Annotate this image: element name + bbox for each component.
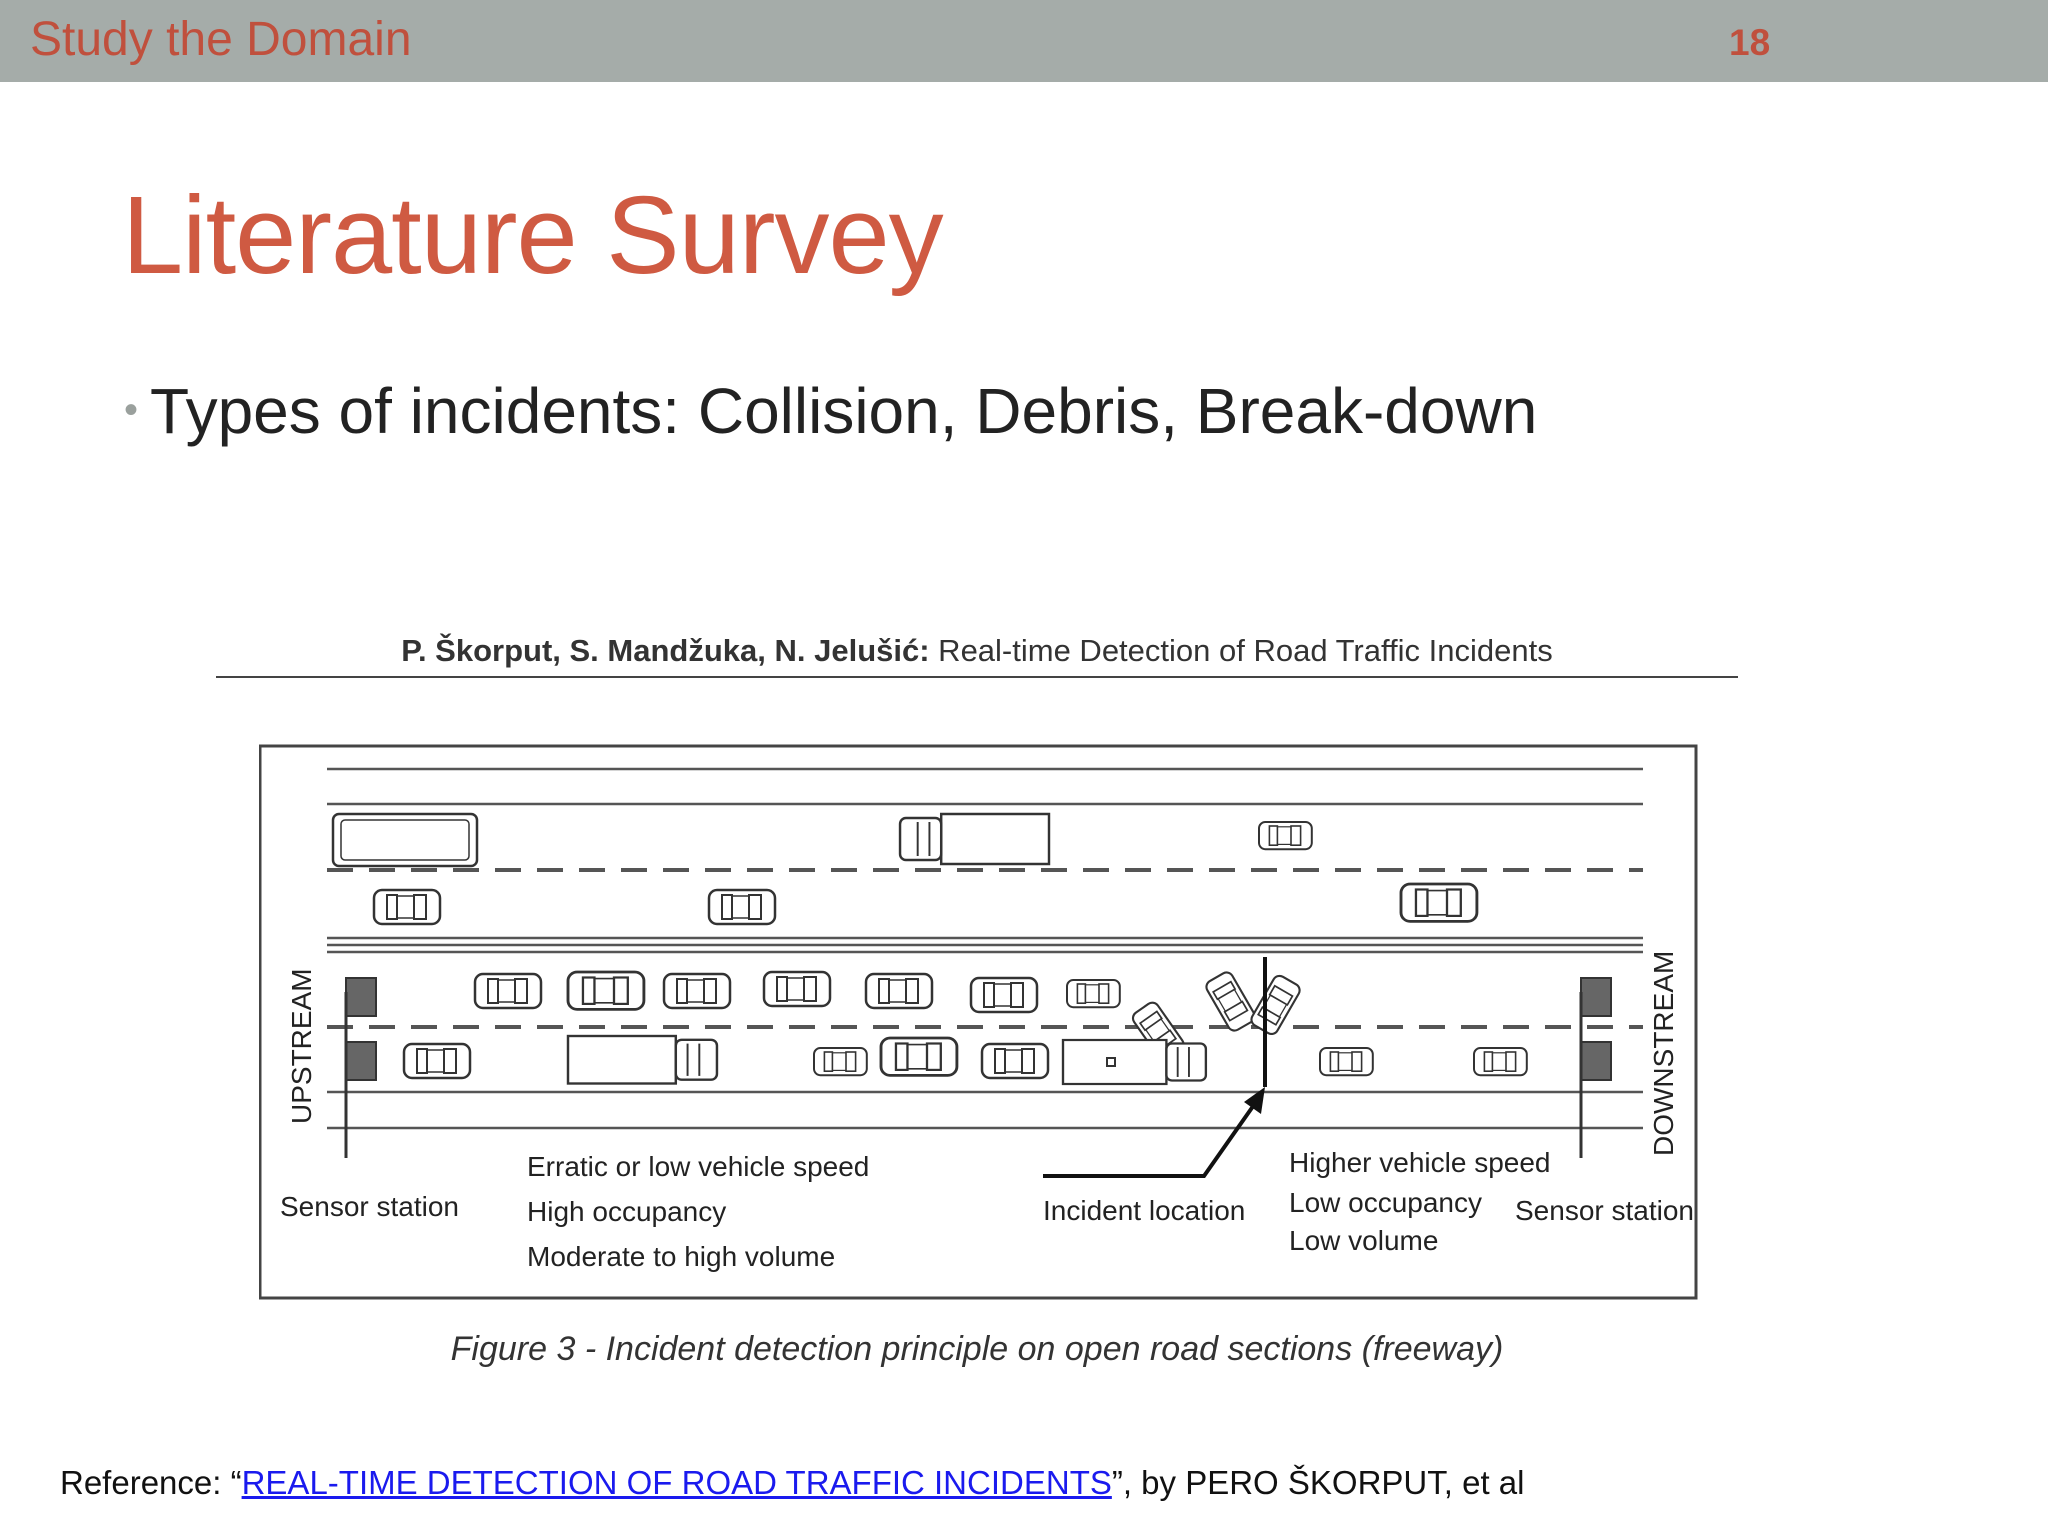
bus bbox=[333, 814, 477, 866]
car bbox=[1067, 980, 1120, 1007]
car bbox=[866, 974, 932, 1008]
upstream-label: UPSTREAM bbox=[286, 968, 317, 1124]
sensor-station-left-label: Sensor station bbox=[280, 1191, 459, 1222]
car bbox=[475, 974, 541, 1008]
downstream-condition-3: Low volume bbox=[1289, 1225, 1439, 1256]
car bbox=[374, 890, 440, 924]
car bbox=[568, 972, 644, 1009]
reference-prefix: Reference: “ bbox=[60, 1464, 242, 1501]
car bbox=[1474, 1048, 1527, 1075]
car bbox=[1320, 1048, 1373, 1075]
car bbox=[1401, 884, 1477, 921]
figure-authors: P. Škorput, S. Mandžuka, N. Jelušić: bbox=[401, 633, 930, 668]
truck bbox=[1063, 1040, 1206, 1084]
bullet-item bbox=[124, 374, 1537, 448]
page-number: 18 bbox=[1729, 22, 1771, 63]
car bbox=[404, 1044, 470, 1078]
upstream-condition-3: Moderate to high volume bbox=[527, 1241, 836, 1272]
slide-title: Literature Survey bbox=[122, 174, 943, 297]
reference-line bbox=[60, 1464, 1524, 1502]
figure-header bbox=[216, 633, 1738, 669]
car bbox=[982, 1044, 1048, 1078]
figure-caption: Figure 3 - Incident detection principle on open road sections (freeway) bbox=[450, 1330, 1504, 1368]
car bbox=[1259, 822, 1312, 849]
upstream-condition-1: Erratic or low vehicle speed bbox=[527, 1151, 870, 1182]
car bbox=[764, 972, 830, 1006]
downstream-label: DOWNSTREAM bbox=[1648, 950, 1679, 1156]
bullet-text: Types of incidents: Collision, Debris, Break-down bbox=[150, 375, 1538, 447]
reference-suffix: ”, by PERO ŠKORPUT, et al bbox=[1111, 1464, 1525, 1501]
truck bbox=[900, 814, 1049, 864]
car bbox=[709, 890, 775, 924]
section-title: Study the Domain bbox=[30, 13, 412, 66]
upstream-condition-2: High occupancy bbox=[527, 1196, 727, 1227]
figure-header-rule bbox=[216, 676, 1738, 678]
car bbox=[664, 974, 730, 1008]
truck bbox=[568, 1036, 717, 1084]
downstream-condition-1: Higher vehicle speed bbox=[1289, 1147, 1551, 1178]
sensor-station-right-label: Sensor station bbox=[1515, 1195, 1694, 1226]
downstream-condition-2: Low occupancy bbox=[1289, 1187, 1483, 1218]
reference-link[interactable]: REAL-TIME DETECTION OF ROAD TRAFFIC INCIDENTS bbox=[241, 1464, 1112, 1501]
header-bar bbox=[0, 0, 2048, 82]
car bbox=[814, 1048, 867, 1075]
car bbox=[881, 1038, 957, 1075]
bullet-dot-icon: • bbox=[124, 387, 139, 432]
incident-location-label: Incident location bbox=[1043, 1195, 1246, 1226]
figure-paper-title: Real-time Detection of Road Traffic Incidents bbox=[929, 633, 1553, 668]
incident-detection-diagram bbox=[259, 742, 1699, 1300]
car bbox=[971, 978, 1037, 1012]
